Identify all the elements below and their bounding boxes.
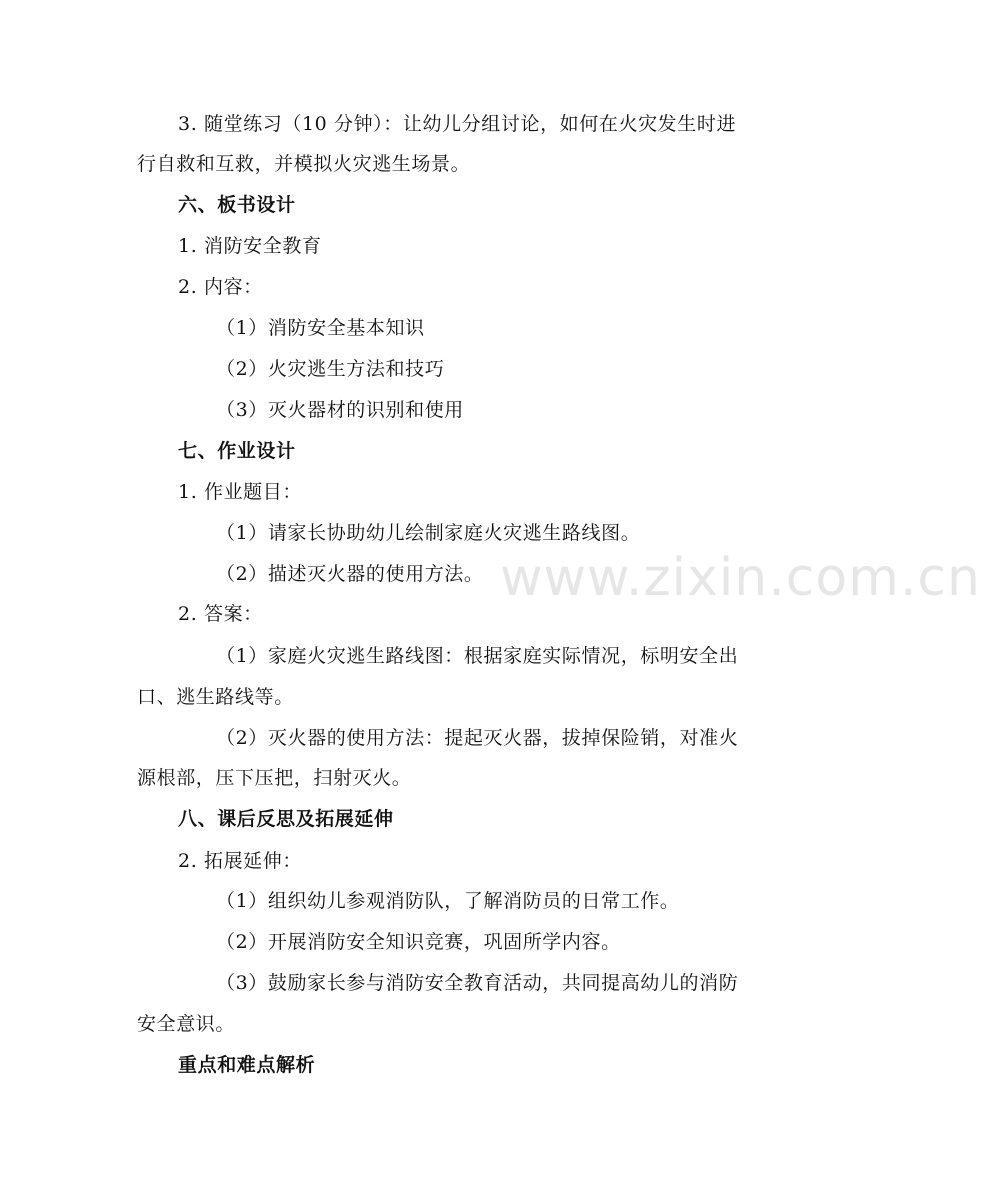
list-item-answer-2: （2）灭火器的使用方法：提起灭火器，拔掉保险销，对准火: [216, 727, 739, 749]
list-item-answer-1-cont: 口、逃生路线等。: [137, 686, 294, 708]
text-line-answer: 2. 答案：: [178, 603, 263, 625]
text-line-board-title: 1. 消防安全教育: [178, 235, 322, 257]
list-item-answer-1: （1）家庭火灾逃生路线图：根据家庭实际情况，标明安全出: [216, 645, 739, 667]
section-heading-reflection: 八、课后反思及拓展延伸: [178, 808, 394, 830]
watermark: www.zixin.com.cn: [500, 548, 981, 608]
section-heading-key-points: 重点和难点解析: [178, 1054, 316, 1076]
list-item-extension-3-cont: 安全意识。: [137, 1013, 236, 1035]
list-item-board-3: （3）灭火器材的识别和使用: [216, 399, 464, 421]
list-item-board-2: （2）火灾逃生方法和技巧: [216, 358, 445, 380]
text-line-exercise: 3. 随堂练习（10 分钟）：让幼儿分组讨论，如何在火灾发生时进: [178, 113, 737, 135]
list-item-extension-3: （3）鼓励家长参与消防安全教育活动，共同提高幼儿的消防: [216, 972, 739, 994]
text-line-board-content: 2. 内容：: [178, 276, 263, 298]
list-item-answer-2-cont: 源根部，压下压把，扫射灭火。: [137, 767, 412, 789]
list-item-homework-2: （2）描述灭火器的使用方法。: [216, 563, 484, 585]
section-heading-homework: 七、作业设计: [178, 440, 296, 462]
section-heading-board-design: 六、板书设计: [178, 194, 296, 216]
list-item-homework-1: （1）请家长协助幼儿绘制家庭火灾逃生路线图。: [216, 522, 641, 544]
text-line-homework-topic: 1. 作业题目：: [178, 481, 302, 503]
text-line-exercise-cont: 行自救和互救，并模拟火灾逃生场景。: [137, 153, 471, 175]
list-item-extension-1: （1）组织幼儿参观消防队，了解消防员的日常工作。: [216, 890, 680, 912]
list-item-board-1: （1）消防安全基本知识: [216, 317, 425, 339]
text-line-extension: 2. 拓展延伸：: [178, 850, 302, 872]
list-item-extension-2: （2）开展消防安全知识竞赛，巩固所学内容。: [216, 931, 621, 953]
